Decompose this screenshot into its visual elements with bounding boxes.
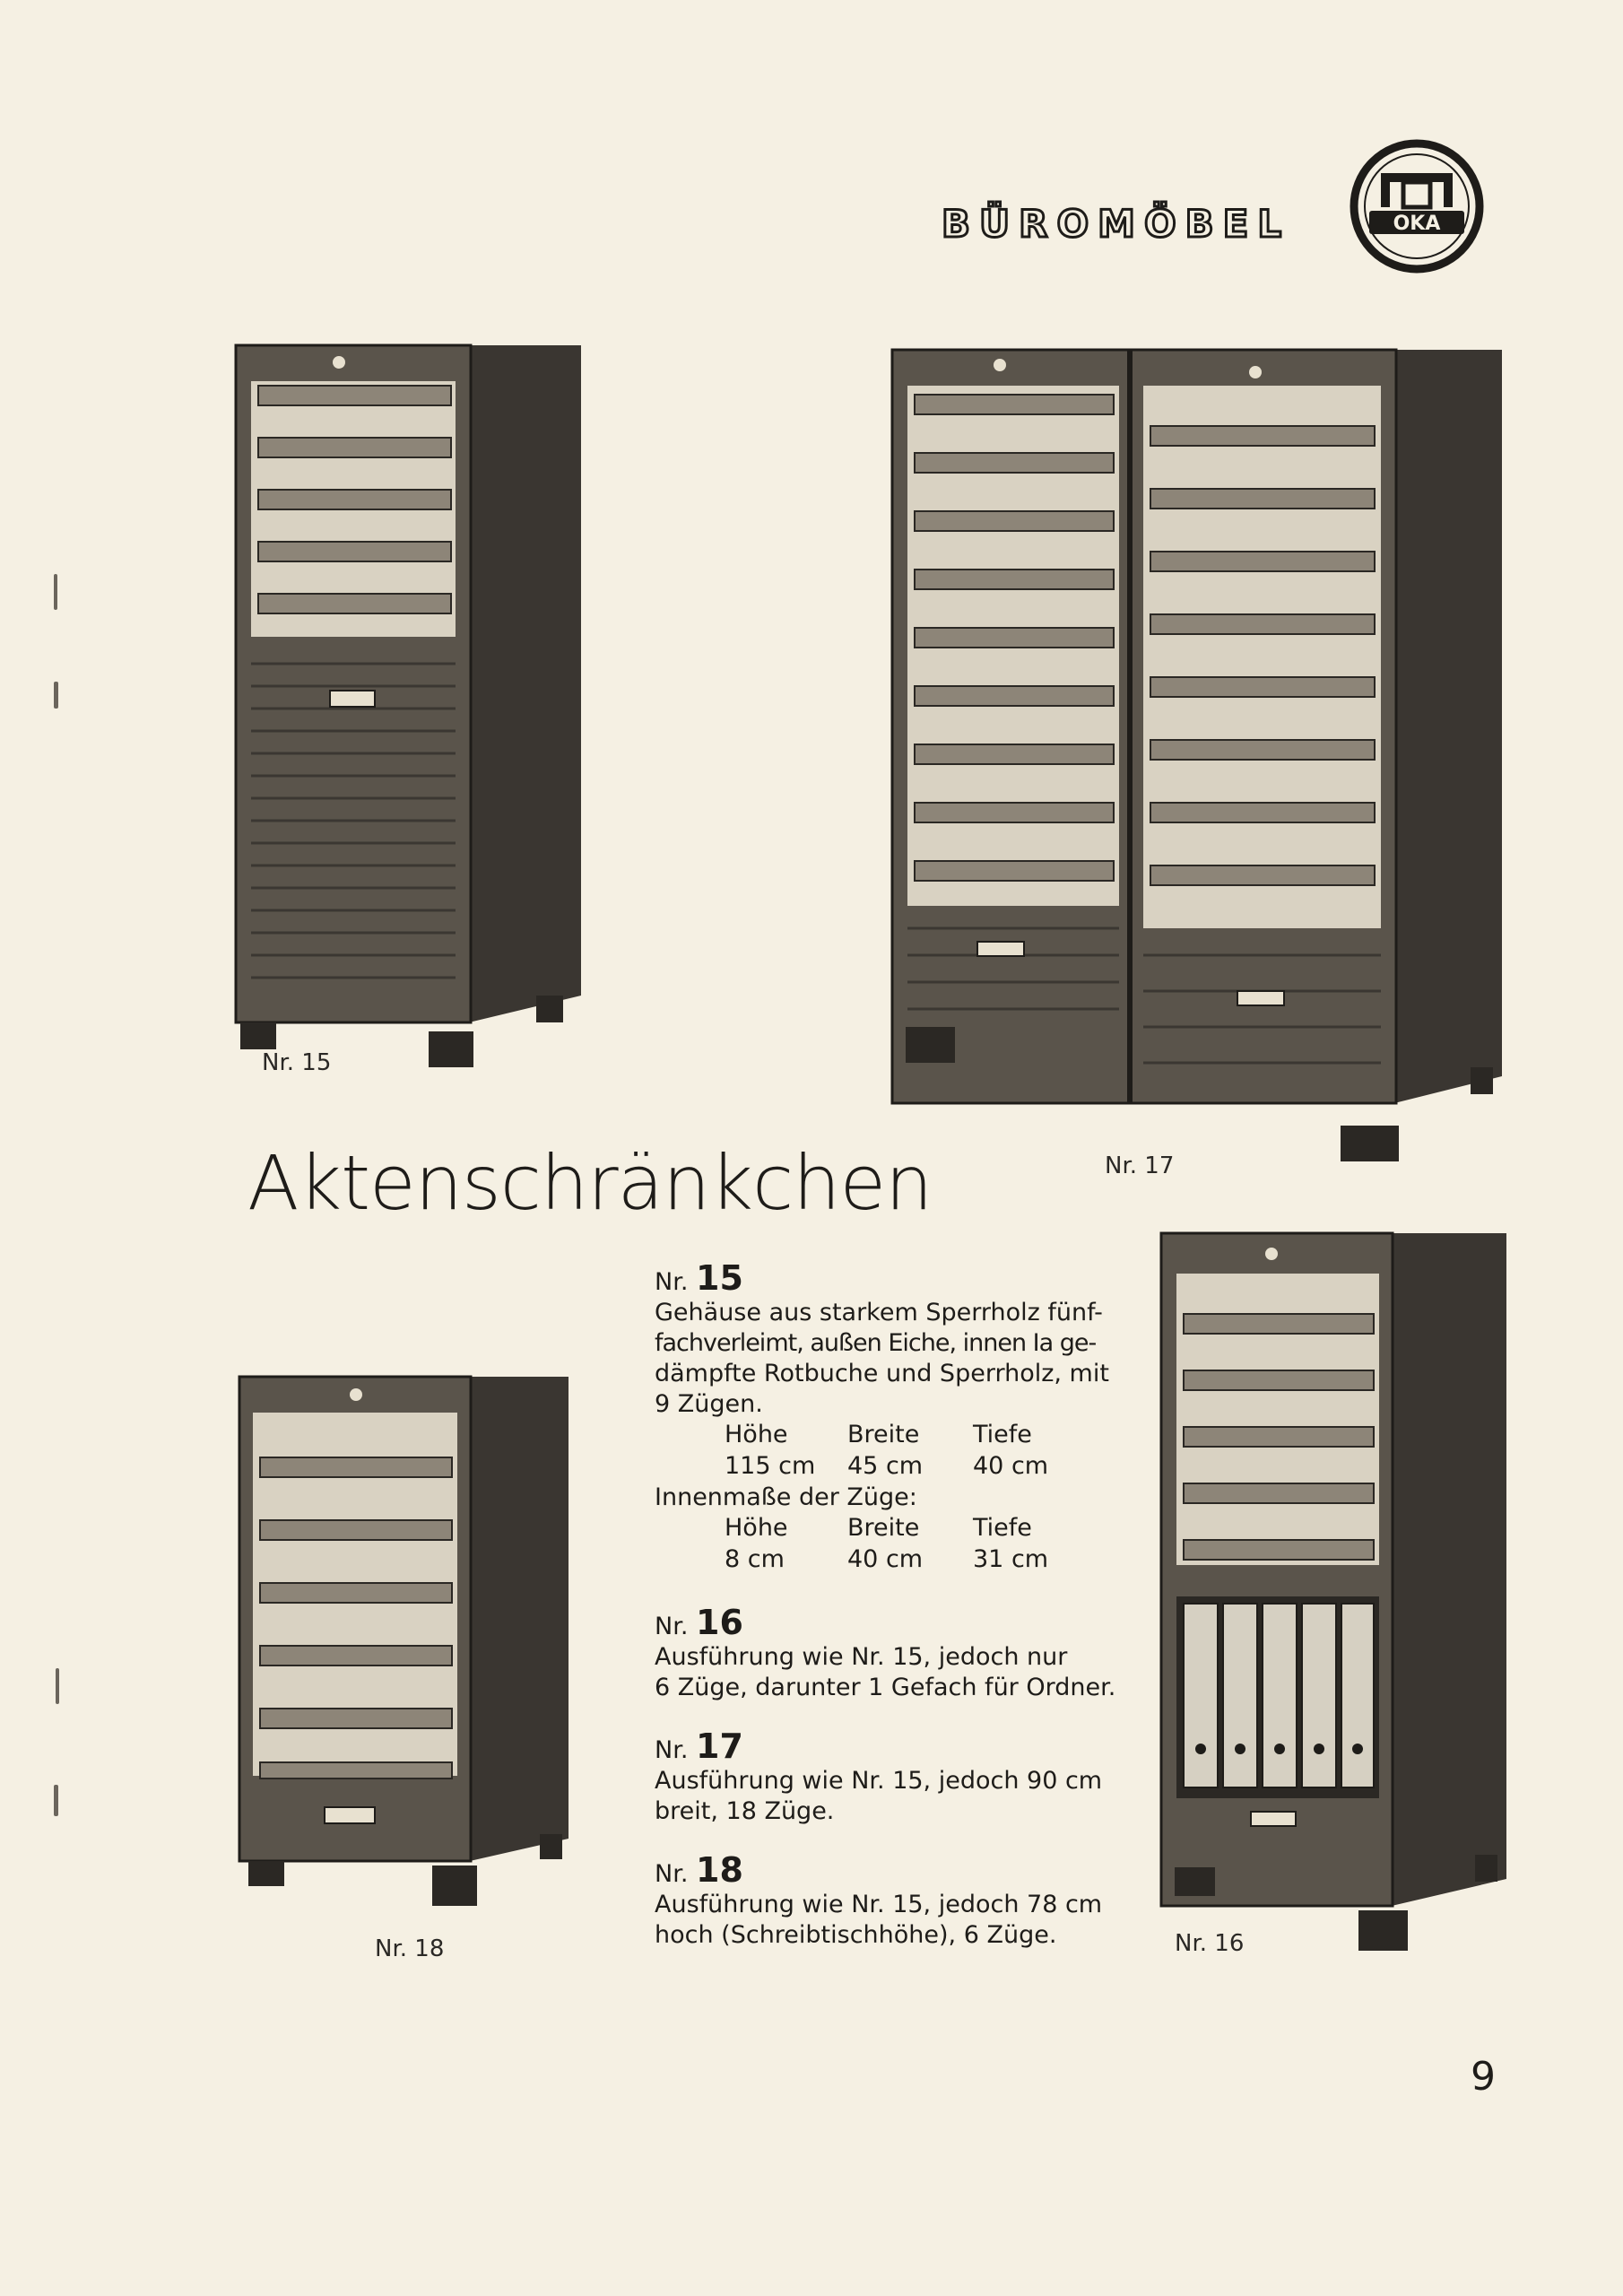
nr-number: 17 xyxy=(696,1726,743,1766)
dim-value-height: 115 cm xyxy=(725,1452,816,1480)
page-heading: Aktenschränkchen xyxy=(247,1139,933,1227)
dim-header-width: Breite xyxy=(847,1421,920,1448)
header-title: BÜROMÖBEL xyxy=(942,202,1291,246)
desc-line: hoch (Schreibtischhöhe), 6 Züge. xyxy=(655,1921,1057,1949)
product-nr17 xyxy=(655,1726,1130,1827)
inner-value-depth: 31 cm xyxy=(973,1545,1049,1573)
oka-logo xyxy=(1350,139,1484,274)
nr-label: Nr. xyxy=(655,1268,689,1296)
inner-dimensions-table xyxy=(655,1513,1121,1576)
desc-line: 9 Zügen. xyxy=(655,1390,763,1418)
dimensions-table xyxy=(655,1420,1121,1483)
product-nr15-heading xyxy=(655,1258,1121,1298)
inner-value-width: 40 cm xyxy=(847,1545,924,1573)
nr-label: Nr. xyxy=(655,1860,689,1888)
inner-header-depth: Tiefe xyxy=(973,1514,1032,1542)
nr-number: 16 xyxy=(696,1603,743,1642)
desc-line: fachverleimt, außen Eiche, innen Ia ge- xyxy=(655,1329,1097,1357)
dim-header-height: Höhe xyxy=(725,1421,788,1448)
product-nr15 xyxy=(655,1258,1121,1576)
caption-nr16: Nr. 16 xyxy=(1175,1930,1245,1957)
desc-line: Ausführung wie Nr. 15, jedoch nur xyxy=(655,1643,1068,1671)
desc-line: 6 Züge, darunter 1 Gefach für Ordner. xyxy=(655,1674,1116,1701)
product-nr16 xyxy=(655,1603,1130,1703)
product-nr18-heading xyxy=(655,1850,1130,1890)
cabinet-nr16-illustration xyxy=(1157,1229,1511,1955)
caption-nr17: Nr. 17 xyxy=(1105,1152,1175,1179)
desc-line: breit, 18 Züge. xyxy=(655,1797,835,1825)
caption-nr15: Nr. 15 xyxy=(262,1049,332,1076)
inner-value-height: 8 cm xyxy=(725,1545,785,1573)
desc-line: Ausführung wie Nr. 15, jedoch 78 cm xyxy=(655,1891,1103,1918)
caption-nr18: Nr. 18 xyxy=(375,1935,445,1962)
nr-label: Nr. xyxy=(655,1736,689,1764)
cabinet-nr17-illustration xyxy=(888,345,1506,1166)
cabinet-nr18-illustration xyxy=(235,1372,576,1910)
inner-dims-label: Innenmaße der Züge: xyxy=(655,1483,917,1511)
binding-mark xyxy=(54,574,57,610)
nr-number: 18 xyxy=(696,1850,743,1890)
nr-label: Nr. xyxy=(655,1613,689,1640)
product-nr18 xyxy=(655,1850,1130,1951)
logo-text: OKA xyxy=(1393,213,1441,235)
desc-line: Gehäuse aus starkem Sperrholz fünf- xyxy=(655,1299,1103,1326)
desc-line: Ausführung wie Nr. 15, jedoch 90 cm xyxy=(655,1767,1103,1795)
dim-header-depth: Tiefe xyxy=(973,1421,1032,1448)
dim-value-depth: 40 cm xyxy=(973,1452,1049,1480)
inner-header-width: Breite xyxy=(847,1514,920,1542)
nr-number: 15 xyxy=(696,1258,743,1298)
page-number: 9 xyxy=(1471,2054,1496,2100)
inner-header-height: Höhe xyxy=(725,1514,788,1542)
cabinet-nr15-illustration xyxy=(231,341,590,1072)
dim-value-width: 45 cm xyxy=(847,1452,924,1480)
desc-line: dämpfte Rotbuche und Sperrholz, mit xyxy=(655,1360,1109,1387)
product-nr16-heading xyxy=(655,1603,1130,1642)
binding-mark xyxy=(54,1785,58,1816)
product-nr17-heading xyxy=(655,1726,1130,1766)
binding-mark xyxy=(56,1668,59,1704)
binding-mark xyxy=(54,682,58,709)
